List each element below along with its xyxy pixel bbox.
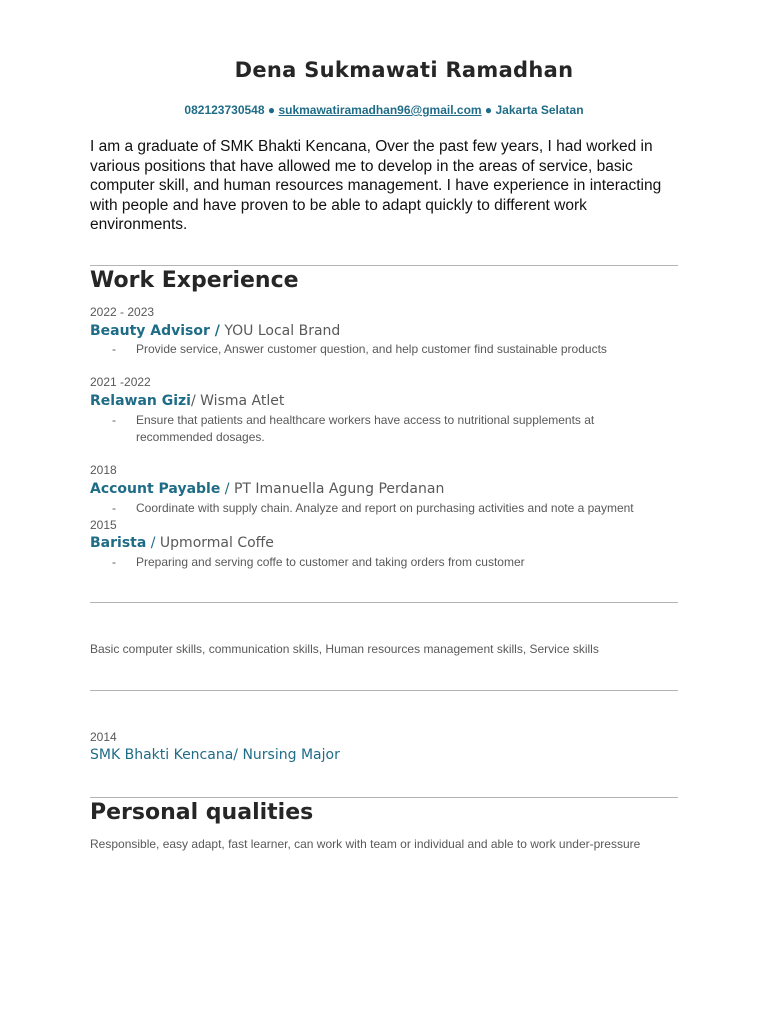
personal-qualities-heading: Personal qualities — [90, 800, 314, 825]
education-year: 2014 — [90, 730, 117, 744]
job-company: YOU Local Brand — [219, 323, 341, 339]
section-divider — [90, 265, 678, 266]
contact-line — [0, 103, 768, 117]
job-bullet — [112, 500, 672, 517]
section-divider — [90, 602, 678, 603]
bullet-dash: - — [112, 555, 116, 569]
separator-dot: ● — [484, 103, 493, 117]
job-title: Account Payable — [90, 481, 221, 497]
education-school: SMK Bhakti Kencana/ Nursing Major — [90, 747, 340, 763]
job-bullet-text: Provide service, Answer customer question, and help customer find sustainable products — [136, 342, 607, 356]
job-bullet — [112, 554, 672, 571]
skills-text: Basic computer skills, communication skills, Human resources management skills, Service skills — [90, 642, 599, 656]
job-date: 2021 -2022 — [90, 375, 151, 389]
email-link[interactable]: sukmawatiramadhan96@gmail.com — [278, 103, 482, 117]
job-date: 2015 — [90, 518, 117, 532]
job-role — [90, 481, 444, 497]
job-slash: / — [146, 535, 160, 551]
job-bullet-text: Preparing and serving coffe to customer and taking orders from customer — [136, 555, 525, 569]
job-bullet-text: Coordinate with supply chain. Analyze and report on purchasing activities and note a payment — [136, 501, 634, 515]
summary-paragraph: I am a graduate of SMK Bhakti Kencana, Over the past few years, I had worked in various positions that have allowed me to develop in the areas of service, basic computer skill, and human resources management. I have experience in interacting with people and have proven to be able to adapt quickly to different work environments. — [90, 138, 662, 234]
location: Jakarta Selatan — [495, 103, 584, 117]
bullet-dash: - — [112, 501, 116, 515]
job-bullet-text: Ensure that patients and healthcare workers have access to nutritional supplements at recommended dosages. — [136, 413, 595, 444]
personal-qualities-text: Responsible, easy adapt, fast learner, can work with team or individual and able to work under-pressure — [90, 837, 641, 851]
section-divider — [90, 690, 678, 691]
job-date: 2018 — [90, 463, 117, 477]
job-title: Relawan Gizi — [90, 393, 191, 409]
separator-dot: ● — [267, 103, 276, 117]
job-bullet — [112, 412, 642, 446]
job-title: Barista — [90, 535, 147, 551]
job-slash: / — [220, 481, 234, 497]
job-title: Beauty Advisor / — [90, 323, 220, 339]
section-divider — [90, 797, 678, 798]
job-date: 2022 - 2023 — [90, 305, 155, 319]
candidate-name: Dena Sukmawati Ramadhan — [234, 58, 574, 82]
work-experience-heading: Work Experience — [90, 268, 299, 293]
bullet-dash: - — [112, 413, 116, 427]
job-role — [90, 535, 274, 551]
job-company: PT Imanuella Agung Perdanan — [233, 481, 445, 497]
job-role — [90, 393, 284, 409]
job-company: Upmormal Coffe — [159, 535, 274, 551]
job-company: / Wisma Atlet — [190, 393, 285, 409]
job-bullet — [112, 341, 672, 358]
bullet-dash: - — [112, 342, 116, 356]
job-role — [90, 323, 340, 339]
phone-number: 082123730548 — [184, 103, 265, 117]
